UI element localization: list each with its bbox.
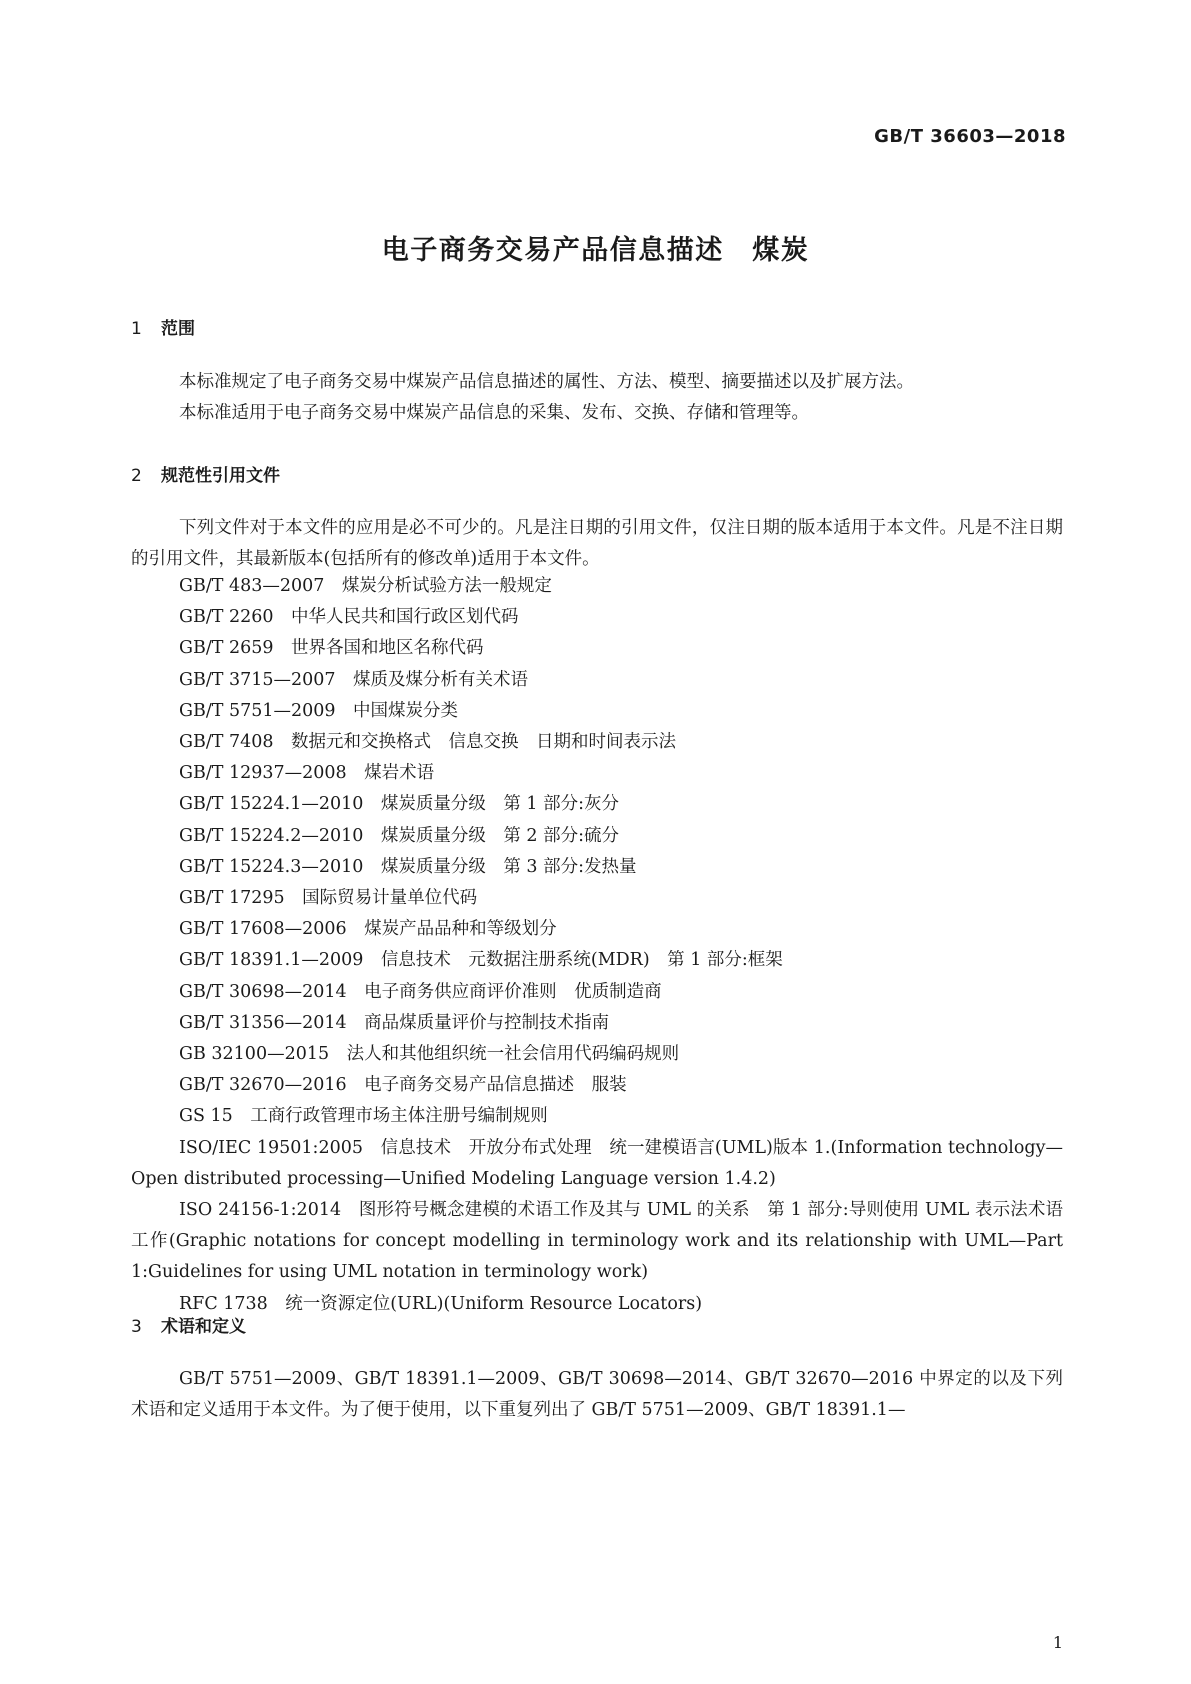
scope-body	[131, 367, 1063, 429]
normative-intro	[131, 513, 1063, 575]
reference-item: GB/T 30698—2014 电子商务供应商评价准则 优质制造商	[179, 981, 662, 1002]
section-number: 3	[131, 1317, 142, 1337]
section-title: 术语和定义	[161, 1317, 246, 1337]
reference-item: GB/T 17608—2006 煤炭产品品种和等级划分	[179, 919, 557, 940]
section-heading-normative-references	[131, 461, 280, 486]
section-number: 1	[131, 319, 142, 339]
reference-item: GB/T 12937—2008 煤岩术语	[179, 763, 435, 784]
reference-item: GB/T 15224.3—2010 煤炭质量分级 第 3 部分:发热量	[179, 856, 637, 877]
reference-item: GB/T 31356—2014 商品煤质量评价与控制技术指南	[179, 1012, 610, 1033]
normative-intro-paragraph: 下列文件对于本文件的应用是必不可少的。凡是注日期的引用文件，仅注日期的版本适用于本文件。凡是不注日期的引用文件，其最新版本(包括所有的修改单)适用于本文件。	[131, 518, 1063, 569]
section-title: 规范性引用文件	[161, 466, 280, 486]
section-title: 范围	[161, 319, 195, 339]
reference-item: GB 32100—2015 法人和其他组织统一社会信用代码编码规则	[179, 1044, 680, 1065]
page-number: 1	[1052, 1633, 1063, 1652]
document-title: 电子商务交易产品信息描述 煤炭	[381, 235, 810, 266]
reference-item: GB/T 32670—2016 电子商务交易产品信息描述 服装	[179, 1075, 627, 1096]
terms-intro	[131, 1364, 1063, 1426]
reference-item: ISO/IEC 19501:2005 信息技术 开放分布式处理 统一建模语言(UML)版本 1.(Information technology—Open distributed processing—Unified Modeling Language version 1.4.2)	[131, 1137, 1063, 1189]
scope-paragraph: 本标准规定了电子商务交易中煤炭产品信息描述的属性、方法、模型、摘要描述以及扩展方法。	[179, 372, 914, 392]
reference-list	[131, 571, 1063, 1320]
scope-paragraph: 本标准适用于电子商务交易中煤炭产品信息的采集、发布、交换、存储和管理等。	[179, 403, 809, 423]
reference-item: GB/T 7408 数据元和交换格式 信息交换 日期和时间表示法	[179, 732, 677, 753]
reference-item: GB/T 17295 国际贸易计量单位代码	[179, 888, 478, 909]
reference-item: GB/T 2659 世界各国和地区名称代码	[179, 638, 484, 659]
section-heading-terms-definitions	[131, 1312, 246, 1337]
reference-item: GB/T 483—2007 煤炭分析试验方法一般规定	[179, 576, 552, 596]
reference-item: GS 15 工商行政管理市场主体注册号编制规则	[179, 1106, 548, 1127]
section-heading-scope	[131, 314, 195, 339]
section-number: 2	[131, 466, 142, 486]
reference-item: ISO 24156-1:2014 图形符号概念建模的术语工作及其与 UML 的关系 第 1 部分:导则使用 UML 表示法术语工作(Graphic notations for concept modelling in terminology work and its relationship with UML—Part 1:Guidelines for using UML notation in terminology work)	[131, 1200, 1063, 1283]
reference-item: GB/T 18391.1—2009 信息技术 元数据注册系统(MDR) 第 1 部分:框架	[179, 950, 783, 971]
terms-intro-paragraph: GB/T 5751—2009、GB/T 18391.1—2009、GB/T 30698—2014、GB/T 32670—2016 中界定的以及下列术语和定义适用于本文件。为了便于使用，以下重复列出了 GB/T 5751—2009、GB/T 18391.1—	[131, 1369, 1063, 1420]
standard-code: GB/T 36603—2018	[874, 126, 1066, 147]
reference-item: GB/T 2260 中华人民共和国行政区划代码	[179, 607, 519, 628]
reference-item: RFC 1738 统一资源定位(URL)(Uniform Resource Locators)	[179, 1293, 703, 1314]
reference-item: GB/T 15224.2—2010 煤炭质量分级 第 2 部分:硫分	[179, 825, 620, 846]
reference-item: GB/T 5751—2009 中国煤炭分类	[179, 700, 459, 721]
reference-item: GB/T 15224.1—2010 煤炭质量分级 第 1 部分:灰分	[179, 794, 620, 815]
reference-item: GB/T 3715—2007 煤质及煤分析有关术语	[179, 669, 529, 690]
